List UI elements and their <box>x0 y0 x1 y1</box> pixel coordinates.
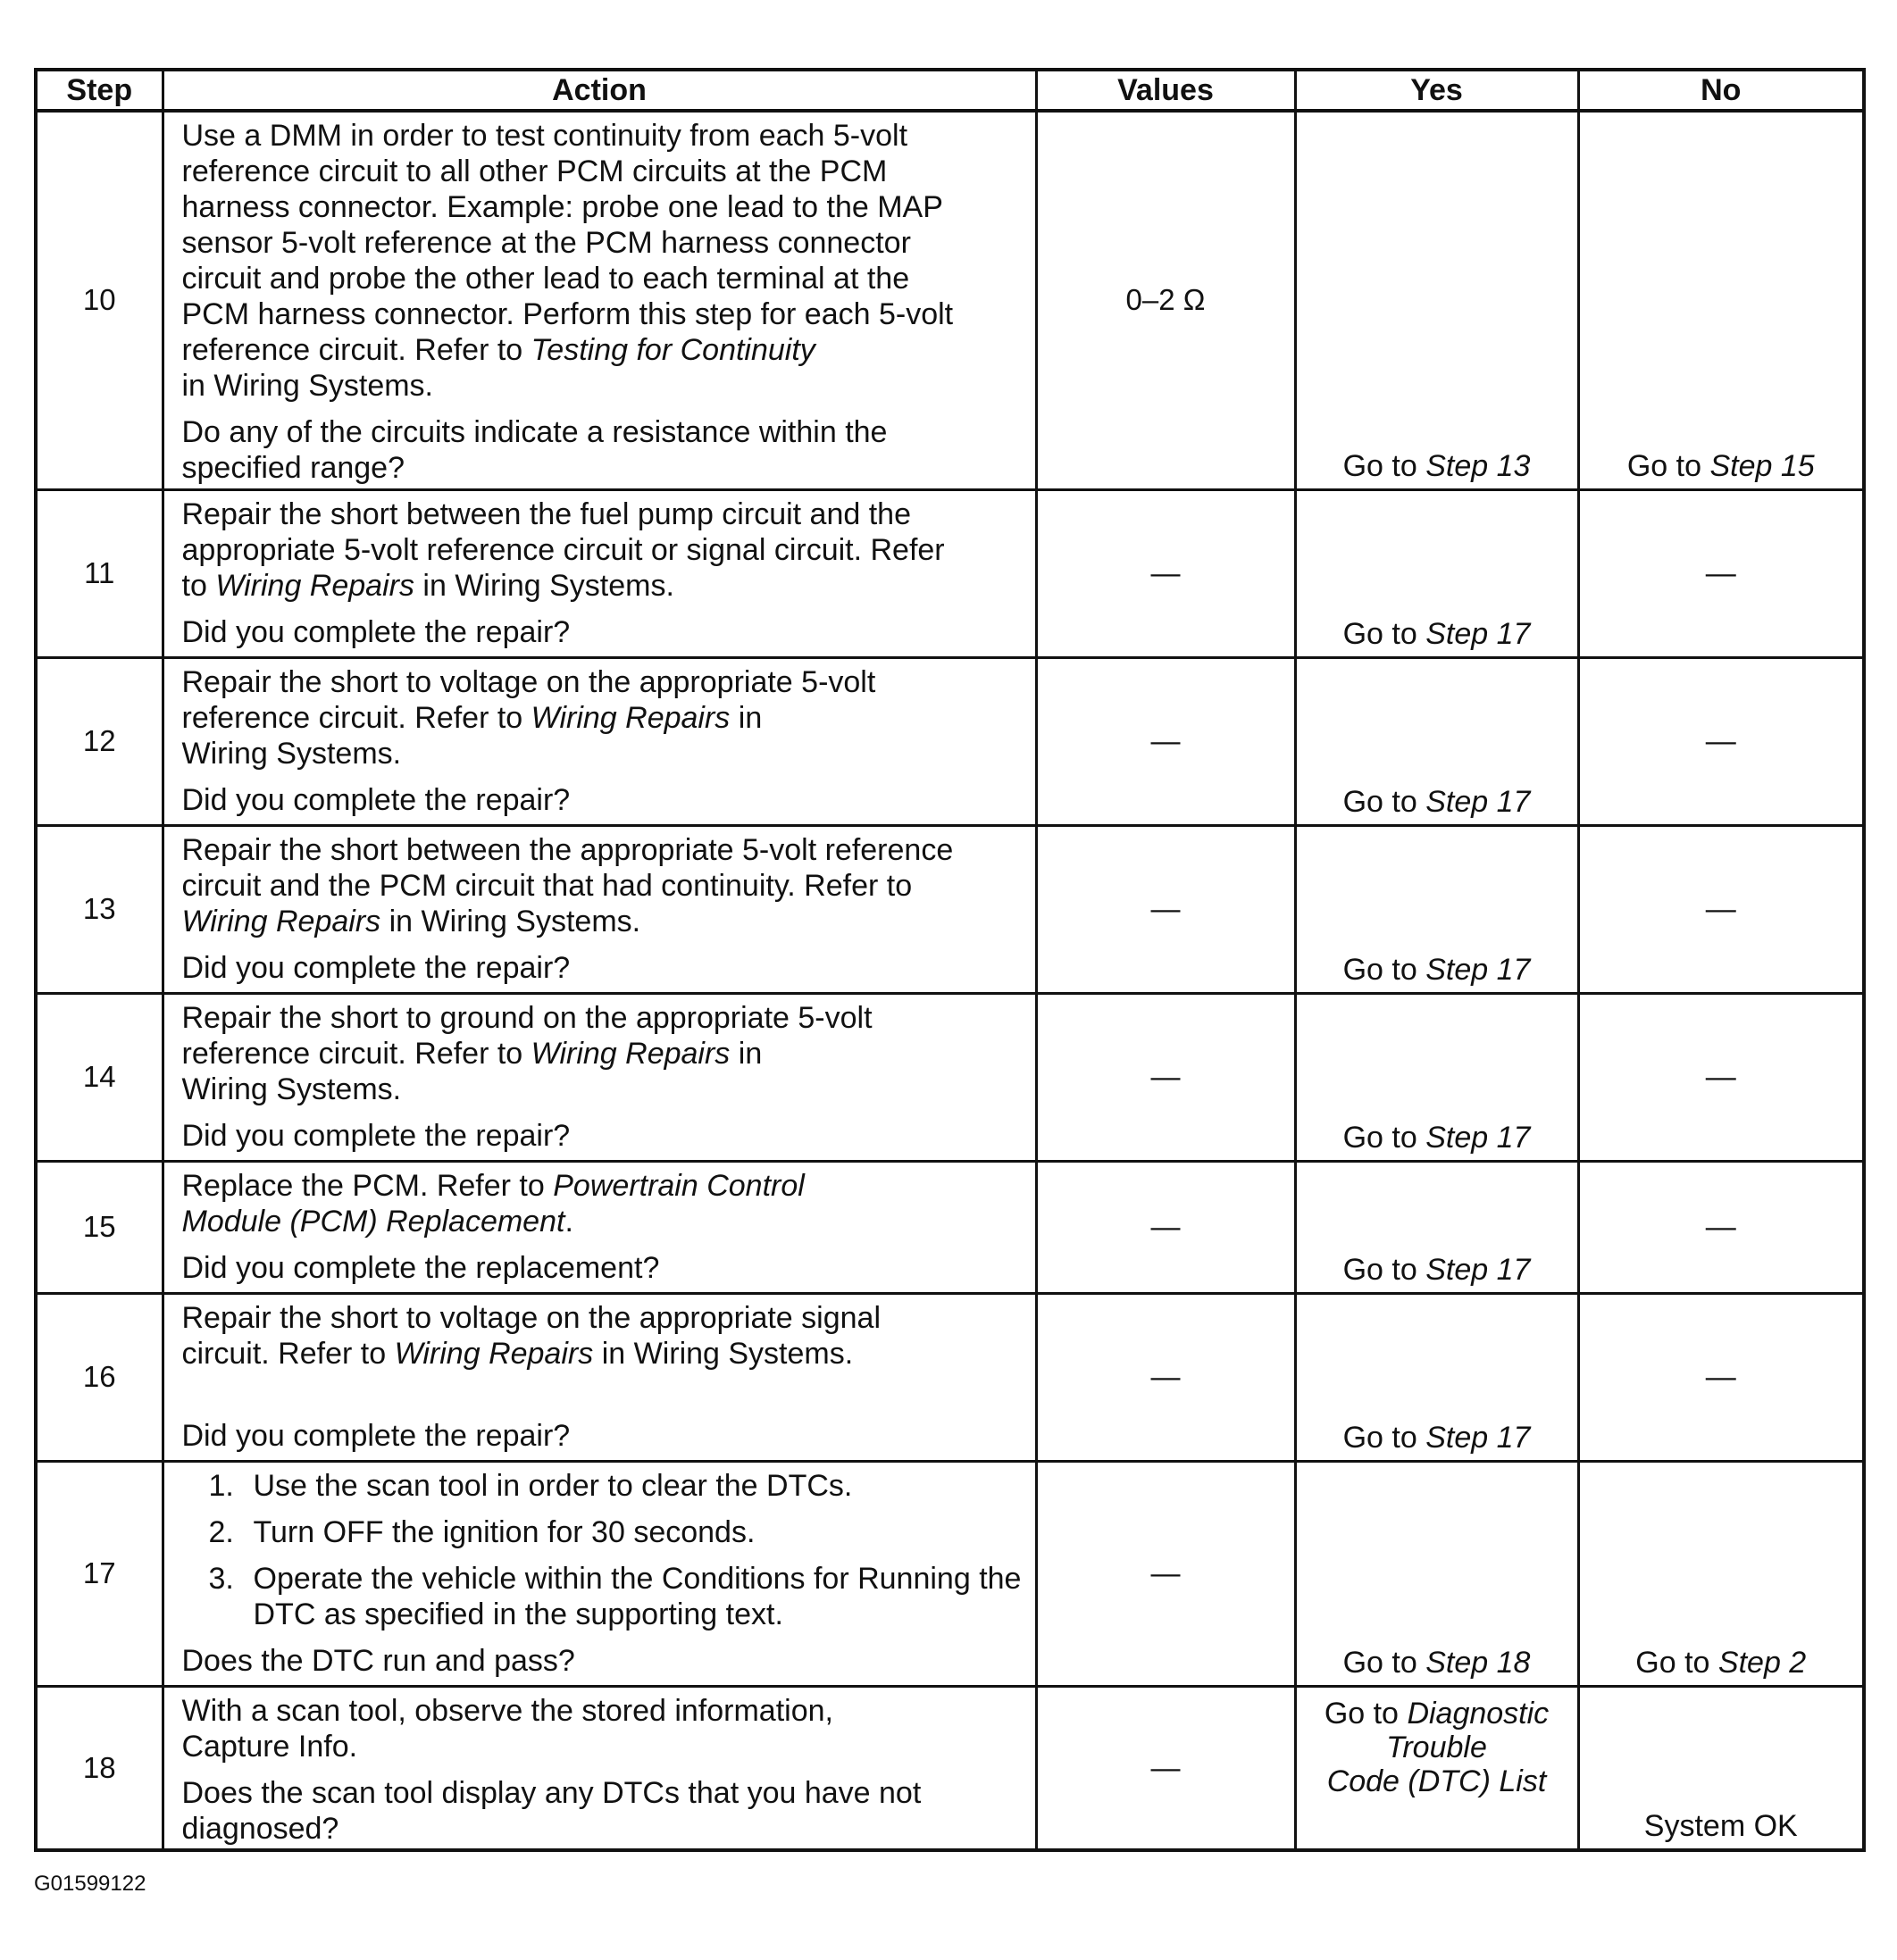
action-cell <box>163 993 1036 1161</box>
action-line: reference circuit to all other PCM circuits at the PCM <box>181 154 888 188</box>
no-cell: — <box>1578 657 1864 825</box>
list-text: Operate the vehicle within the Conditions for Running the DTC as specified in the supporting text. <box>253 1561 1022 1631</box>
yes-cell <box>1295 825 1578 993</box>
header-no: No <box>1578 70 1864 111</box>
no-cell: — <box>1578 993 1864 1161</box>
values-cell: — <box>1036 489 1295 657</box>
header-action: Action <box>163 70 1036 111</box>
goto-text: Go to <box>1342 952 1417 987</box>
goto-step-link[interactable]: Step 17 <box>1425 1120 1531 1155</box>
yes-cell <box>1295 489 1578 657</box>
action-line: harness connector. Example: probe one lead to the MAP <box>181 190 943 224</box>
table-row <box>36 1461 1864 1686</box>
list-number: 3. <box>208 1561 234 1596</box>
list-item <box>209 1561 1024 1632</box>
action-text-fragment: circuit. Refer to <box>181 1336 387 1371</box>
table-row <box>36 1686 1864 1850</box>
action-line: Repair the short to voltage on the appropriate 5-volt <box>181 664 876 699</box>
action-line: circuit and the PCM circuit that had continuity. Refer to <box>181 868 913 903</box>
header-yes: Yes <box>1295 70 1578 111</box>
list-number: 1. <box>208 1468 234 1503</box>
action-line: Wiring Systems. <box>181 736 402 771</box>
goto-step-link[interactable]: Step 17 <box>1425 784 1531 819</box>
action-cell <box>163 1461 1036 1686</box>
action-line: sensor 5-volt reference at the PCM harness connector <box>181 226 911 260</box>
table-row <box>36 111 1864 489</box>
action-line: Repair the short to voltage on the appropriate signal <box>181 1300 881 1335</box>
blank-line <box>182 1372 1024 1407</box>
list-item <box>209 1514 1024 1550</box>
action-line <box>182 1204 1024 1239</box>
goto-dtc-list-link[interactable]: Trouble <box>1386 1730 1487 1764</box>
action-question <box>182 1775 1024 1847</box>
step-number: 12 <box>36 657 163 825</box>
goto-step-link[interactable]: Step 18 <box>1425 1645 1531 1680</box>
step-number: 13 <box>36 825 163 993</box>
action-line: Use a DMM in order to test continuity from each 5-volt <box>181 119 908 153</box>
yes-cell <box>1295 1686 1578 1850</box>
goto-step-link[interactable]: Step 15 <box>1709 448 1815 483</box>
action-question: Did you complete the repair? <box>181 1418 571 1453</box>
question-line: Do any of the circuits indicate a resistance within the <box>181 415 888 449</box>
diagnostic-table-container <box>34 68 1862 1852</box>
list-text: Turn OFF the ignition for 30 seconds. <box>253 1514 756 1549</box>
yes-cell <box>1295 1161 1578 1293</box>
action-question: Does the DTC run and pass? <box>181 1643 575 1678</box>
list-text: Use the scan tool in order to clear the DTCs. <box>253 1468 853 1503</box>
yes-cell <box>1295 993 1578 1161</box>
action-line <box>182 332 1024 368</box>
goto-step-link[interactable]: Step 17 <box>1425 952 1531 987</box>
action-line: With a scan tool, observe the stored information, <box>181 1693 833 1728</box>
question-line: specified range? <box>181 451 405 485</box>
goto-text: Go to <box>1342 784 1417 819</box>
goto-text: Go to <box>1342 616 1417 651</box>
action-line <box>182 904 1024 939</box>
goto-text: Go to <box>1342 1252 1417 1287</box>
question-line: Does the scan tool display any DTCs that you have not <box>181 1775 922 1810</box>
header-step: Step <box>36 70 163 111</box>
table-row <box>36 1293 1864 1461</box>
no-cell: System OK <box>1578 1686 1864 1850</box>
action-text-fragment: reference circuit. Refer to <box>181 1036 523 1071</box>
step-number: 18 <box>36 1686 163 1850</box>
action-cell <box>163 825 1036 993</box>
goto-step-link[interactable]: Step 2 <box>1717 1645 1807 1680</box>
action-line: in Wiring Systems. <box>181 369 433 403</box>
action-text-fragment: in Wiring Systems. <box>389 904 641 938</box>
action-text <box>182 118 1024 404</box>
goto-line <box>1304 1697 1570 1731</box>
action-line <box>182 1036 1024 1072</box>
question-line: diagnosed? <box>181 1811 339 1846</box>
goto-text: Go to <box>1324 1696 1399 1731</box>
table-row <box>36 1161 1864 1293</box>
action-cell <box>163 657 1036 825</box>
no-cell: — <box>1578 1293 1864 1461</box>
goto-step-link[interactable]: Step 17 <box>1425 1420 1531 1455</box>
yes-cell <box>1295 111 1578 489</box>
numbered-procedure <box>182 1468 1024 1632</box>
reference-link[interactable]: Module (PCM) Replacement <box>181 1204 565 1239</box>
goto-text: Go to <box>1342 1120 1417 1155</box>
reference-link[interactable]: Testing for Continuity <box>531 333 815 367</box>
action-question: Did you complete the repair? <box>181 1118 571 1153</box>
values-cell: 0–2 Ω <box>1036 111 1295 489</box>
action-line: Repair the short between the fuel pump circuit and the <box>181 496 911 531</box>
action-cell <box>163 489 1036 657</box>
figure-id: G01599122 <box>34 1872 146 1896</box>
diagnostic-step-table <box>34 68 1866 1852</box>
action-cell <box>163 111 1036 489</box>
goto-text: Go to <box>1626 448 1701 483</box>
goto-step-link[interactable]: Step 13 <box>1425 448 1531 483</box>
step-number: 10 <box>36 111 163 489</box>
table-row <box>36 993 1864 1161</box>
yes-cell <box>1295 1293 1578 1461</box>
no-cell: — <box>1578 489 1864 657</box>
action-line: Repair the short to ground on the appropriate 5-volt <box>181 1000 873 1035</box>
action-line <box>182 1168 1024 1204</box>
no-cell: — <box>1578 1161 1864 1293</box>
action-text-fragment: reference circuit. Refer to <box>181 700 523 735</box>
goto-text: Go to <box>1342 448 1417 483</box>
action-text-fragment: in Wiring Systems. <box>601 1336 854 1371</box>
step-number: 14 <box>36 993 163 1161</box>
action-line: Wiring Systems. <box>181 1072 402 1106</box>
action-line <box>182 568 1024 604</box>
goto-step-link[interactable]: Step 17 <box>1425 616 1531 651</box>
yes-cell <box>1295 1461 1578 1686</box>
action-line: PCM harness connector. Perform this step for each 5-volt <box>181 297 954 331</box>
action-line: appropriate 5-volt reference circuit or signal circuit. Refer <box>181 532 945 567</box>
action-line: circuit and probe the other lead to each terminal at the <box>181 262 910 296</box>
action-question: Did you complete the replacement? <box>181 1250 660 1285</box>
action-question: Did you complete the repair? <box>181 950 571 985</box>
values-cell: — <box>1036 993 1295 1161</box>
values-cell: — <box>1036 825 1295 993</box>
action-question <box>182 414 1024 486</box>
goto-dtc-list-link[interactable]: Code (DTC) List <box>1326 1764 1547 1798</box>
action-question: Did you complete the repair? <box>181 782 571 817</box>
reference-link[interactable]: Wiring Repairs <box>215 568 414 603</box>
table-row <box>36 489 1864 657</box>
action-text-fragment: reference circuit. Refer to <box>181 333 523 367</box>
list-item <box>209 1468 1024 1504</box>
no-cell <box>1578 111 1864 489</box>
step-number: 15 <box>36 1161 163 1293</box>
no-cell: — <box>1578 825 1864 993</box>
reference-link[interactable]: Wiring Repairs <box>531 700 731 735</box>
goto-step-link[interactable]: Step 17 <box>1425 1252 1531 1287</box>
list-number: 2. <box>208 1514 234 1549</box>
reference-link[interactable]: Wiring Repairs <box>531 1036 731 1071</box>
header-values: Values <box>1036 70 1295 111</box>
goto-text: Go to <box>1342 1420 1417 1455</box>
reference-link[interactable]: Wiring Repairs <box>394 1336 594 1371</box>
yes-cell <box>1295 657 1578 825</box>
goto-text: Go to <box>1635 1645 1710 1680</box>
action-cell <box>163 1686 1036 1850</box>
action-text-fragment: in <box>738 700 763 735</box>
table-row <box>36 825 1864 993</box>
action-text-fragment: Replace the PCM. Refer to <box>181 1168 545 1203</box>
step-number: 16 <box>36 1293 163 1461</box>
values-cell: — <box>1036 1293 1295 1461</box>
goto-line <box>1304 1731 1570 1764</box>
action-line: Capture Info. <box>181 1729 358 1764</box>
action-line: Repair the short between the appropriate 5-volt reference <box>181 832 954 867</box>
values-cell: — <box>1036 1686 1295 1850</box>
step-number: 17 <box>36 1461 163 1686</box>
action-cell <box>163 1293 1036 1461</box>
no-cell <box>1578 1461 1864 1686</box>
action-line <box>182 1336 1024 1372</box>
values-cell: — <box>1036 1161 1295 1293</box>
values-cell: — <box>1036 1461 1295 1686</box>
step-number: 11 <box>36 489 163 657</box>
table-row <box>36 657 1864 825</box>
action-cell <box>163 1161 1036 1293</box>
goto-text: Go to <box>1342 1645 1417 1680</box>
action-text-fragment: to <box>181 568 207 603</box>
reference-link[interactable]: Powertrain Control <box>553 1168 805 1203</box>
action-text-fragment: in Wiring Systems. <box>422 568 674 603</box>
action-question: Did you complete the repair? <box>181 614 571 649</box>
values-cell: — <box>1036 657 1295 825</box>
reference-link[interactable]: Wiring Repairs <box>181 904 381 938</box>
action-text-fragment: in <box>738 1036 763 1071</box>
goto-line <box>1304 1764 1570 1798</box>
table-header-row <box>36 70 1864 111</box>
goto-dtc-list-link[interactable]: Diagnostic <box>1407 1696 1550 1731</box>
action-line <box>182 700 1024 736</box>
action-text-fragment: . <box>564 1204 573 1239</box>
